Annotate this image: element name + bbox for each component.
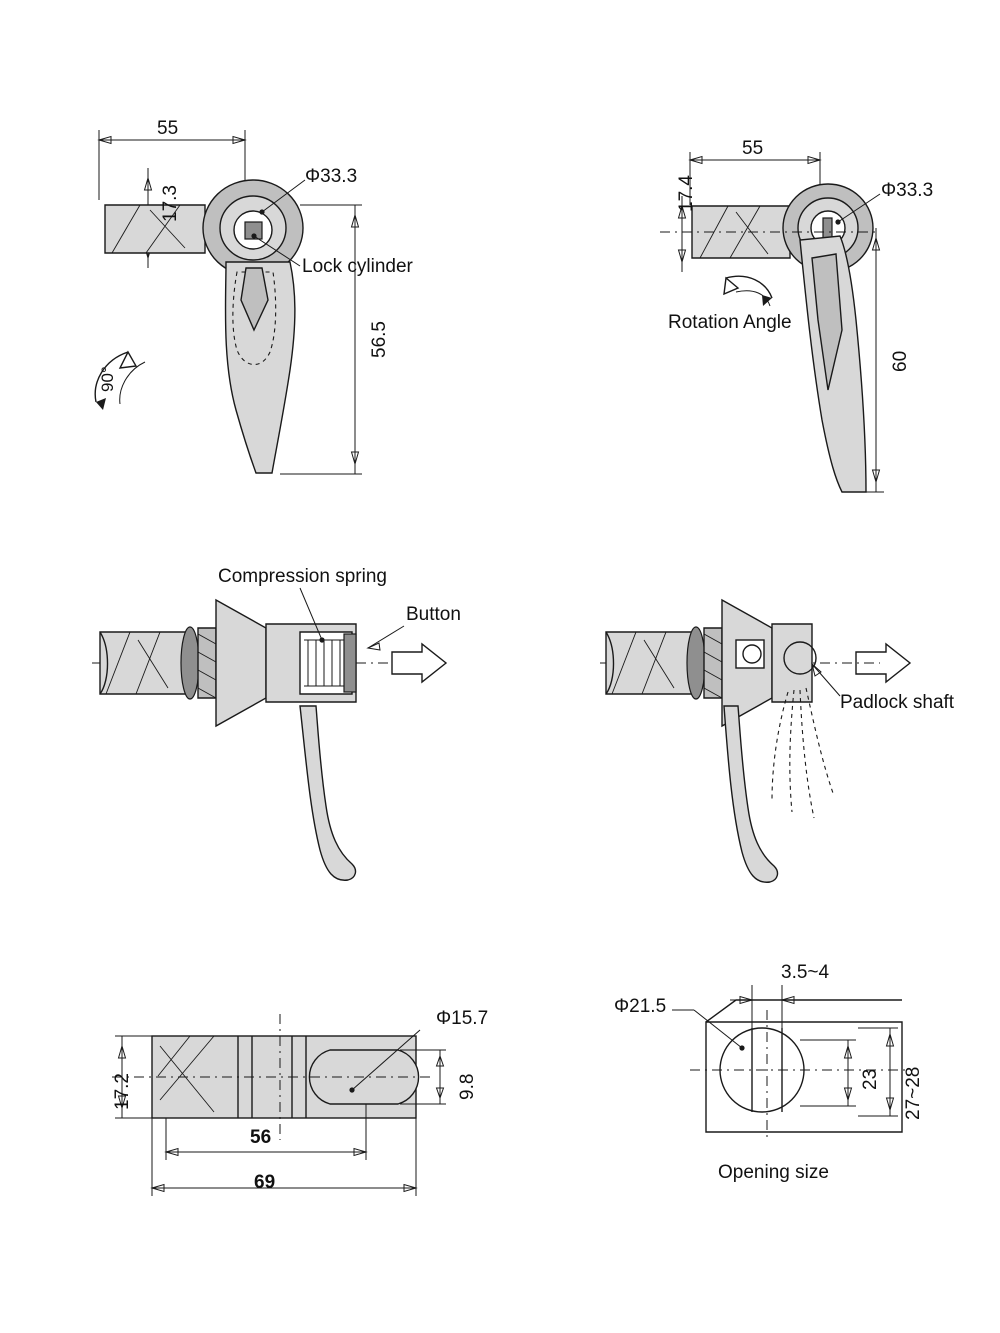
- dim-17-3-view1: 17.3: [160, 185, 181, 222]
- dim-17-2-view5: 17.2: [112, 1073, 133, 1110]
- dim-3-5-4-view6: 3.5~4: [781, 962, 830, 983]
- dim-9-8-view5: 9.8: [457, 1073, 478, 1100]
- view-cutout: [672, 985, 912, 1140]
- dim-55-view1: 55: [157, 118, 179, 139]
- dim-69-view5: 69: [254, 1172, 276, 1193]
- dim-17-4-view2: 17.4: [676, 175, 697, 212]
- label-button: Button: [406, 604, 461, 625]
- label-opening-size: Opening size: [718, 1162, 829, 1183]
- dim-phi33-3-view1: Φ33.3: [305, 166, 358, 187]
- dim-60-view2: 60: [890, 350, 911, 372]
- view-top-plate: [112, 1014, 446, 1196]
- dim-phi21-5-view6: Φ21.5: [614, 996, 667, 1017]
- dim-55-view2: 55: [742, 138, 764, 159]
- dim-23-view6: 23: [860, 1068, 881, 1090]
- label-rotation-angle: Rotation Angle: [668, 312, 792, 333]
- label-compression-spring: Compression spring: [218, 566, 387, 587]
- label-padlock-shaft: Padlock shaft: [840, 692, 955, 713]
- label-lock-cylinder: Lock cylinder: [302, 256, 413, 277]
- dim-56-view5: 56: [250, 1127, 272, 1148]
- dim-27-28-view6: 27~28: [903, 1066, 924, 1120]
- dim-90deg-view1: 90°: [98, 366, 117, 392]
- dim-56-5-view1: 56.5: [369, 321, 390, 358]
- dim-phi33-3-view2: Φ33.3: [881, 180, 934, 201]
- dim-phi15-7-view5: Φ15.7: [436, 1008, 489, 1029]
- view-section-button: [92, 588, 446, 880]
- view-section-padlock: [600, 600, 910, 882]
